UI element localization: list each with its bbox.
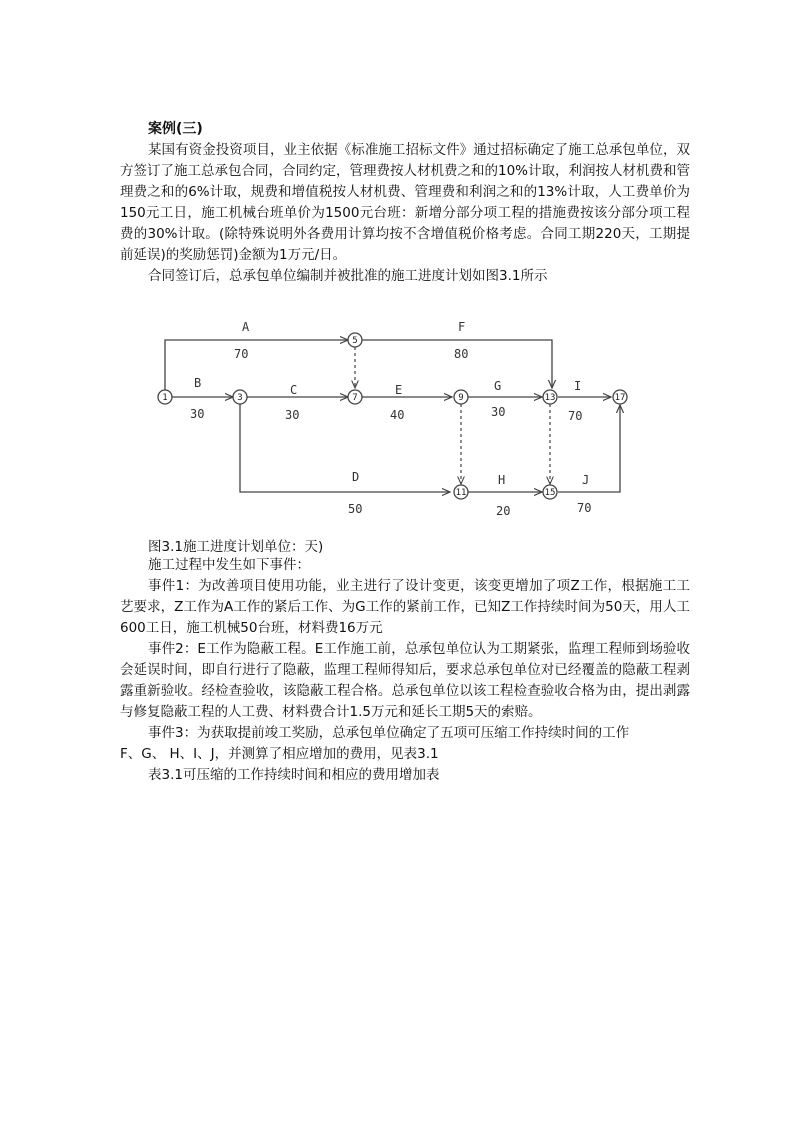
intro-paragraph-1: 某国有资金投资项目，业主依据《标准施工招标文件》通过招标确定了施工总承包单位，双方签订了施工总承包合同，合同约定，管理费按人材机费之和的10%计取，利润按人材机费和管理费之和的6%计取，规费和增值税按人材机费、管理费和利润之和的13%计取，人工费单价为150元工日，施工机械台班单价为1500元台班：新增分部分项工程的措施费按该分部分项工程费的30%计取。(除特殊说明外各费用计算均按不含增值税价格考虑。合同工期220天，工期提前延误)的奖励惩罚)金额为1万元/日。	[120, 142, 691, 263]
event-3-continued: F、G、 H、I、J，并测算了相应增加的费用，见表3.1	[120, 746, 439, 762]
activity-i-label: I	[574, 379, 582, 393]
activity-a-duration: 70	[234, 347, 249, 361]
table-caption: 表3.1可压缩的工作持续时间和相应的费用增加表	[148, 767, 440, 783]
activity-g-label: G	[494, 379, 502, 393]
activity-a-label: A	[242, 320, 250, 334]
activity-h-label: H	[498, 473, 506, 487]
svg-text:13: 13	[544, 393, 556, 403]
network-node	[543, 390, 557, 404]
network-node	[233, 390, 247, 404]
activity-e-duration: 40	[390, 408, 405, 422]
intro-section	[120, 140, 690, 287]
activity-h-duration: 20	[496, 504, 511, 518]
activity-d-arrow	[240, 404, 450, 492]
svg-text:1: 1	[162, 393, 168, 403]
svg-text:3: 3	[237, 393, 243, 403]
activity-b-label: B	[194, 376, 202, 390]
events-heading: 施工过程中发生如下事件：	[148, 557, 310, 573]
event-2: 事件2：E工作为隐蔽工程。E工作施工前，总承包单位认为工期紧张，监理工程师到场验收会延误时间，即自行进行了隐蔽，监理工程师得知后，要求总承包单位对已经覆盖的隐蔽工程剥露重新验收。经检查验收，该隐蔽工程合格。总承包单位以该工程检查验收合格为由，提出剥露与修复隐蔽工程的人工费、材料费合计1.5万元和延长工期5天的索赔。	[120, 641, 690, 720]
svg-text:5: 5	[352, 336, 358, 346]
network-node	[158, 390, 172, 404]
activity-g-duration: 30	[491, 405, 506, 419]
network-node	[543, 485, 557, 499]
activity-i-duration: 70	[568, 409, 583, 423]
event-3: 事件3：为获取提前竣工奖励，总承包单位确定了五项可压缩工作持续时间的工作	[148, 725, 630, 741]
activity-c-duration: 30	[285, 408, 300, 422]
activity-f-duration: 80	[454, 347, 469, 361]
activity-a-arrow	[165, 340, 348, 396]
activity-b-duration: 30	[190, 407, 205, 421]
events-section	[120, 555, 690, 786]
svg-text:11: 11	[455, 488, 467, 498]
svg-text:7: 7	[352, 393, 358, 403]
intro-paragraph-2: 合同签订后，总承包单位编制并被批准的施工进度计划如图3.1所示	[148, 268, 548, 284]
network-node	[613, 390, 627, 404]
svg-text:9: 9	[458, 393, 464, 403]
activity-d-label: D	[352, 470, 360, 484]
activity-j-duration: 70	[577, 501, 592, 515]
network-node	[348, 333, 362, 347]
network-diagram	[150, 308, 650, 528]
network-node	[454, 390, 468, 404]
figure-caption: 图3.1施工进度计划单位：天)	[148, 539, 324, 555]
case-title: 案例(三)	[148, 121, 203, 137]
activity-j-label: J	[582, 473, 590, 487]
network-node	[454, 485, 468, 499]
activity-e-label: E	[395, 383, 403, 397]
activity-d-duration: 50	[348, 502, 363, 516]
event-1: 事件1：为改善项目使用功能，业主进行了设计变更，该变更增加了项Z工作，根据施工工艺要求，Z工作为A工作的紧后工作、为G工作的紧前工作，已知Z工作持续时间为50天，用人工600工日，施工机械50台班，材料费16万元	[120, 578, 690, 636]
network-node	[348, 390, 362, 404]
activity-f-label: F	[458, 320, 466, 334]
svg-text:15: 15	[544, 488, 556, 498]
svg-text:17: 17	[614, 393, 626, 403]
activity-c-label: C	[290, 383, 298, 397]
